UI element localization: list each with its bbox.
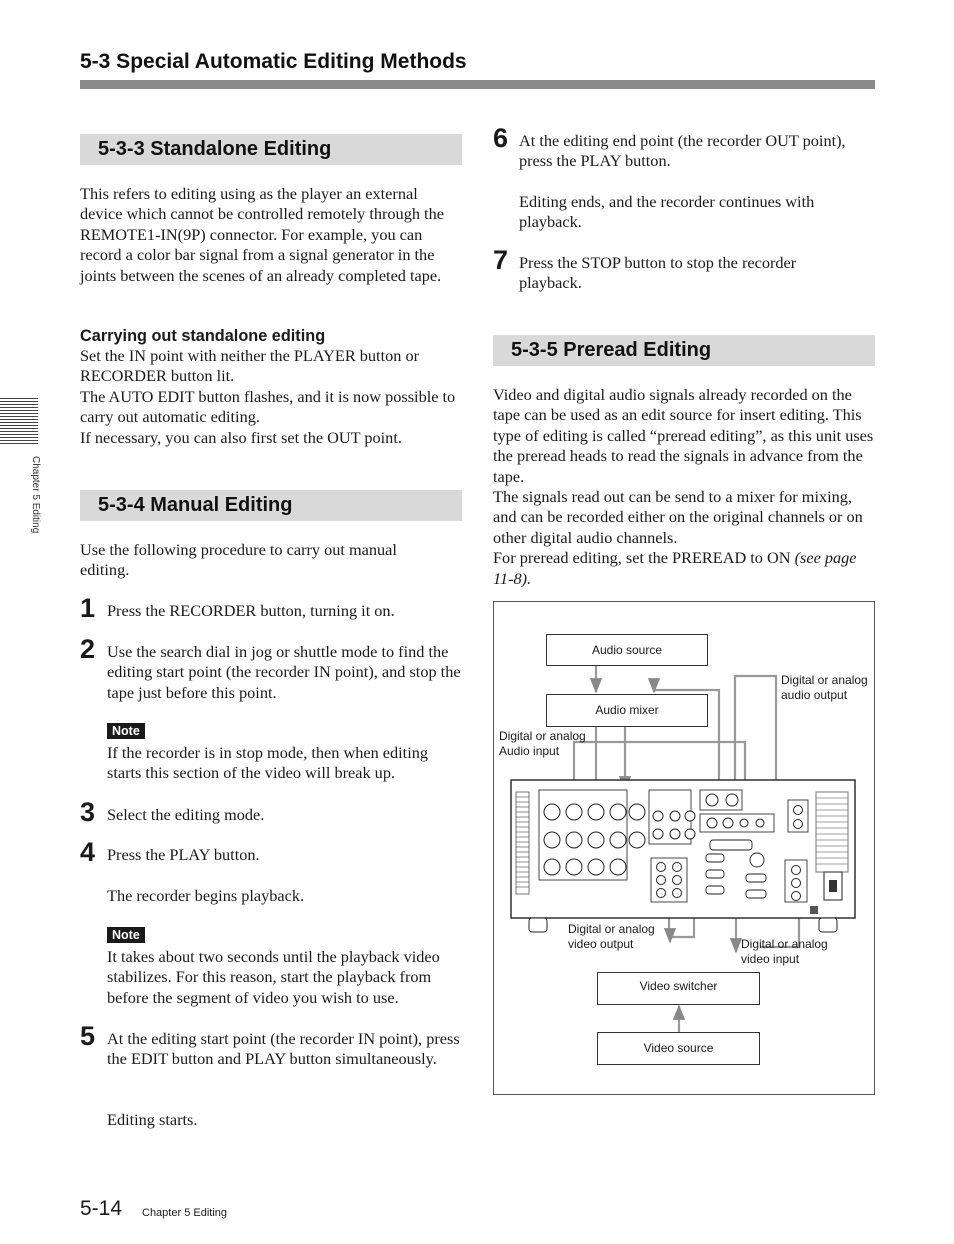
step-number: 6 (493, 123, 509, 153)
step-subtext: Editing starts. (107, 1110, 198, 1129)
note-text: If the recorder is in stop mode, then when editing starts this section of the video will break up. (107, 743, 429, 783)
label-line: Digital or analog (781, 673, 868, 687)
label-line: Digital or analog (568, 922, 655, 936)
preread-body (493, 385, 877, 589)
step-text: Use the search dial in jog or shuttle mode to find the editing start point (the recorder IN point), and stop the tape just before this point. (107, 642, 461, 702)
manual-intro: Use the following procedure to carry out manual editing. (80, 540, 397, 580)
side-tab-stripes (0, 398, 38, 444)
step-number: 2 (80, 634, 96, 664)
step-text: At the editing end point (the recorder OUT point), press the PLAY button. (519, 131, 846, 171)
note-text: It takes about two seconds until the playback video stabilizes. For this reason, start the playback from before the segment of video you wish to use. (107, 947, 440, 1007)
page-number: 5-14 (80, 1197, 123, 1220)
label-line: video output (568, 936, 634, 951)
step-text: Select the editing mode. (107, 805, 265, 824)
step-number: 3 (80, 797, 96, 827)
chapter-title: 5-3 Special Automatic Editing Methods (80, 50, 467, 73)
step-number: 7 (493, 245, 509, 275)
side-tab-label: Chapter 5 Editing (30, 456, 41, 534)
preread-para-main: For preread editing, set the PREREAD to ON (493, 548, 795, 568)
label-line: audio output (781, 687, 848, 702)
chapter-rule (80, 80, 875, 89)
audio-mixer-box: Audio mixer (546, 694, 708, 727)
preread-para: The signals read out can be send to a mixer for mixing, and can be recorded either on the original channels or on other digital audio channels. (493, 487, 863, 547)
standalone-line: The AUTO EDIT button flashes, and it is now possible to carry out automatic editing. (80, 386, 456, 427)
footer-chapter: Chapter 5 Editing (142, 1207, 227, 1219)
step-text: Press the RECORDER button, turning it on. (107, 601, 395, 620)
label-line: Digital or analog (499, 729, 586, 743)
step-number: 1 (80, 593, 96, 623)
section-heading-5-3-4: 5-3-4 Manual Editing (80, 490, 462, 521)
section-heading-5-3-5: 5-3-5 Preread Editing (493, 335, 875, 366)
standalone-line: Set the IN point with neither the PLAYER button or RECORDER button lit. (80, 346, 420, 386)
label-line: Digital or analog (741, 937, 828, 951)
note-label: Note (107, 723, 145, 739)
section-heading-5-3-3: 5-3-3 Standalone Editing (80, 134, 462, 165)
note-label: Note (107, 927, 145, 943)
audio-output-label (781, 673, 868, 702)
step-number: 4 (80, 837, 96, 867)
standalone-body (80, 346, 464, 448)
video-output-label (568, 922, 655, 951)
label-line: video input (741, 951, 800, 966)
video-switcher-box: Video switcher (597, 972, 760, 1005)
standalone-intro: This refers to editing using as the player an external device which cannot be controlled remotely through the REMOTE1-IN(9P) connector. For example, you can record a color bar signal from a signal generator in the joints between the scenes of an already completed tape. (80, 184, 444, 285)
standalone-line: If necessary, you can also first set the OUT point. (80, 427, 402, 447)
preread-para (493, 548, 877, 589)
step-subtext: The recorder begins playback. (107, 886, 305, 905)
video-input-label (741, 937, 828, 966)
video-source-box: Video source (597, 1032, 760, 1065)
step-text: Press the STOP button to stop the recorder playback. (519, 253, 797, 293)
standalone-subheading: Carrying out standalone editing (80, 327, 326, 345)
step-text: At the editing start point (the recorder IN point), press the EDIT button and PLAY button simultaneously. (107, 1029, 460, 1069)
audio-input-label (499, 729, 586, 758)
step-number: 5 (80, 1021, 96, 1051)
vtr-back-panel (511, 780, 855, 932)
page-reference: (see page 11-8). (493, 548, 857, 588)
label-line: Audio input (499, 743, 560, 758)
step-text: Press the PLAY button. (107, 845, 260, 864)
audio-source-box: Audio source (546, 634, 708, 666)
connection-diagram (493, 601, 875, 1095)
step-subtext: Editing ends, and the recorder continues with playback. (519, 192, 815, 232)
preread-para: Video and digital audio signals already recorded on the tape can be used as an edit source for insert editing. This type of editing is called “preread editing”, as this unit uses the preread heads to read the signals in advance from the tape. (493, 385, 874, 486)
